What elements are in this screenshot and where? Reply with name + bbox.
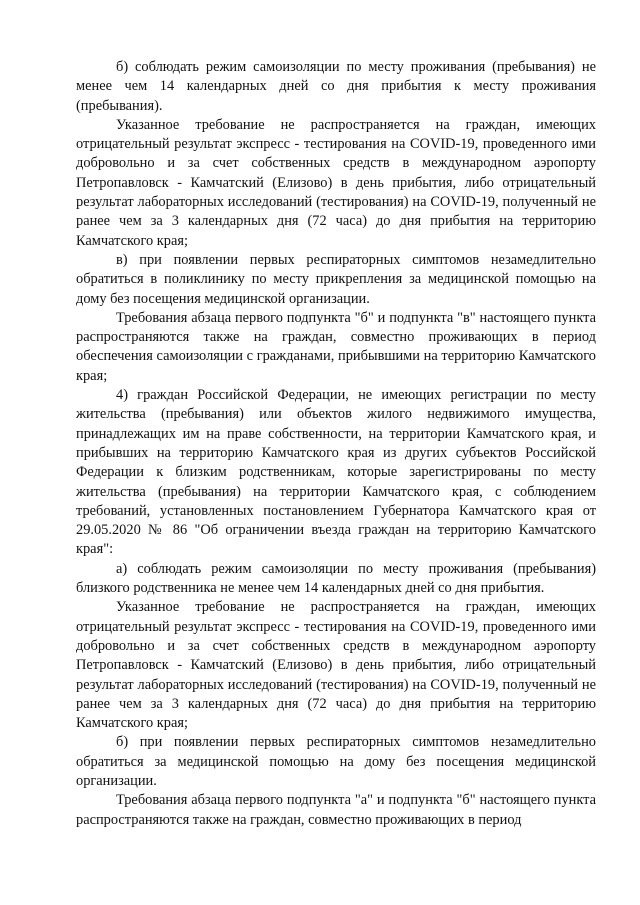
- paragraph-symptoms-v: в) при появлении первых респираторных симптомов незамедлительно обратиться в поликлинику по месту прикрепления за медицинской помощью на дому без посещения медицинской организации.: [76, 251, 596, 307]
- paragraph-exemption-1: Указанное требование не распространяется на граждан, имеющих отрицательный результат экспресс - тестирования на COVID-19, проведенного ими добровольно и за счет собственных средств в международном аэропорту Петропавловск - Камчатский (Елизово) в день прибытия, либо отрицательный результат лабораторных исследований (тестирования) на COVID-19, полученный не ранее чем за 3 календарных дня (72 часа) до дня прибытия на территорию Камчатского края;: [76, 116, 596, 249]
- paragraph-item-4: 4) граждан Российской Федерации, не имеющих регистрации по месту жительства (пребывания) или объектов жилого недвижимого имущества, принадлежащих им на праве собственности, на территории Камчатского края, и прибывших на территорию Камчатского края из других субъектов Российской Федерации к близким родственникам, которые зарегистрированы по месту жительства (пребывания) на территории Камчатского края, с соблюдением требований, установленных постановлением Губернатора Камчатского края от 29.05.2020 № 86 "Об ограничении въезда граждан на территорию Камчатского края":: [76, 387, 596, 558]
- paragraph-self-isolation-b: б) соблюдать режим самоизоляции по месту проживания (пребывания) не менее чем 14 календарных дней со дня прибытия к месту проживания (пребывания).: [76, 59, 596, 114]
- paragraph-self-isolation-a: а) соблюдать режим самоизоляции по месту проживания (пребывания) близкого родственника не менее чем 14 календарных дней со дня прибытия.: [76, 560, 596, 597]
- paragraph-cohabitants-1: Требования абзаца первого подпункта "б" и подпункта "в" настоящего пункта распространяются также на граждан, совместно проживающих в период обеспечения самоизоляции с гражданами, прибывшими на территорию Камчатского края;: [76, 309, 596, 384]
- paragraph-cohabitants-2: Требования абзаца первого подпункта "а" и подпункта "б" настоящего пункта распространяются также на граждан, совместно проживающих в период: [76, 792, 596, 828]
- paragraph-exemption-2: Указанное требование не распространяется на граждан, имеющих отрицательный результат экспресс - тестирования на COVID-19, проведенного ими добровольно и за счет собственных средств в международном аэропорту Петропавловск - Камчатский (Елизово) в день прибытия, либо отрицательный результат лабораторных исследований (тестирования) на COVID-19, полученный не ранее чем за 3 календарных дня (72 часа) до дня прибытия на территорию Камчатского края;: [76, 599, 596, 732]
- paragraph-symptoms-b: б) при появлении первых респираторных симптомов незамедлительно обратиться за медицинской помощью на дому без посещения медицинской организации.: [76, 734, 596, 789]
